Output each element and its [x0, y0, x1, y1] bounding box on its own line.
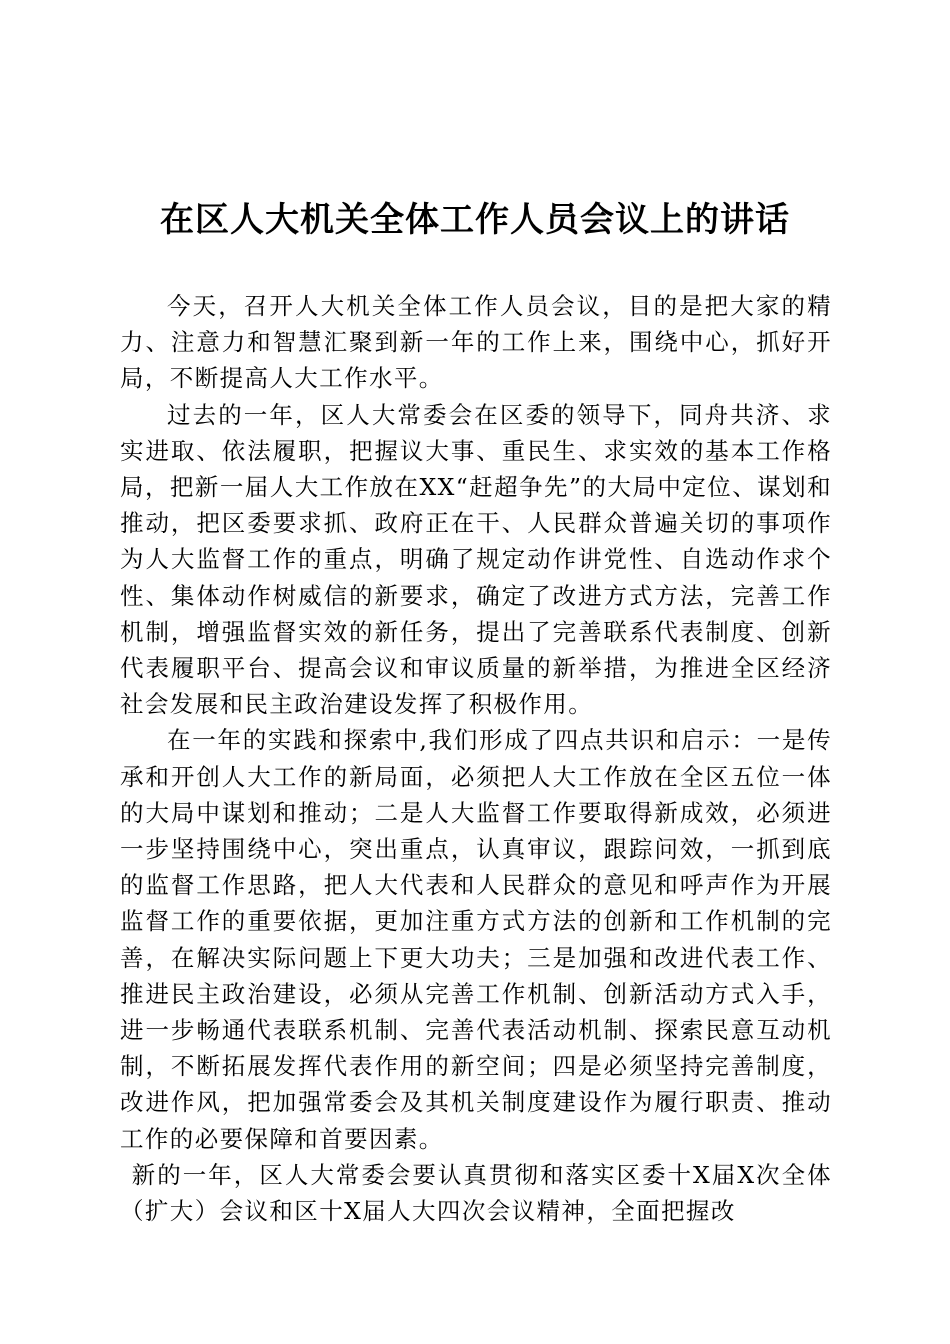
paragraph-opening: 今天，召开人大机关全体工作人员会议，目的是把大家的精力、注意力和智慧汇聚到新一年的工作上来，围绕中心，抓好开局，不断提高人大工作水平。 — [120, 292, 832, 393]
paragraph-past-year: 过去的一年，区人大常委会在区委的领导下，同舟共济、求实进取、依法履职，把握议大事、重民生、求实效的基本工作格局，把新一届人大工作放在XX“赶超争先”的大局中定位、谋划和推动，把区委要求抓、政府正在干、人民群众普遍关切的事项作为人大监督工作的重点，明确了规定动作讲党性、自选动作求个性、集体动作树威信的新要求，确定了改进方式方法，完善工作机制，增强监督实效的新任务，提出了完善联系代表制度、创新代表履职平台、提高会议和审议质量的新举措，为推进全区经济社会发展和民主政治建设发挥了积极作用。 — [120, 400, 832, 719]
document-body — [120, 288, 832, 1229]
document-title: 在区人大机关全体工作人员会议上的讲话 — [160, 200, 790, 240]
paragraph-new-year: 新的一年，区人大常委会要认真贯彻和落实区委十X届X次全体（扩大）会议和区十X届人大四次会议精神，全面把握改 — [120, 1160, 832, 1226]
paragraph-consensus: 在一年的实践和探索中,我们形成了四点共识和启示：一是传承和开创人大工作的新局面，必须把人大工作放在全区五位一体的大局中谋划和推动；二是人大监督工作要取得新成效，必须进一步坚持围绕中心，突出重点，认真审议，跟踪问效，一抓到底的监督工作思路，把人大代表和人民群众的意见和呼声作为开展监督工作的重要依据，更加注重方式方法的创新和工作机制的完善，在解决实际问题上下更大功夫；三是加强和改进代表工作、推进民主政治建设，必须从完善工作机制、创新活动方式入手，进一步畅通代表联系机制、完善代表活动机制、探索民意互动机制，不断拓展发挥代表作用的新空间；四是必须坚持完善制度，改进作风，把加强常委会及其机关制度建设作为履行职责、推动工作的必要保障和首要因素。 — [120, 726, 832, 1153]
